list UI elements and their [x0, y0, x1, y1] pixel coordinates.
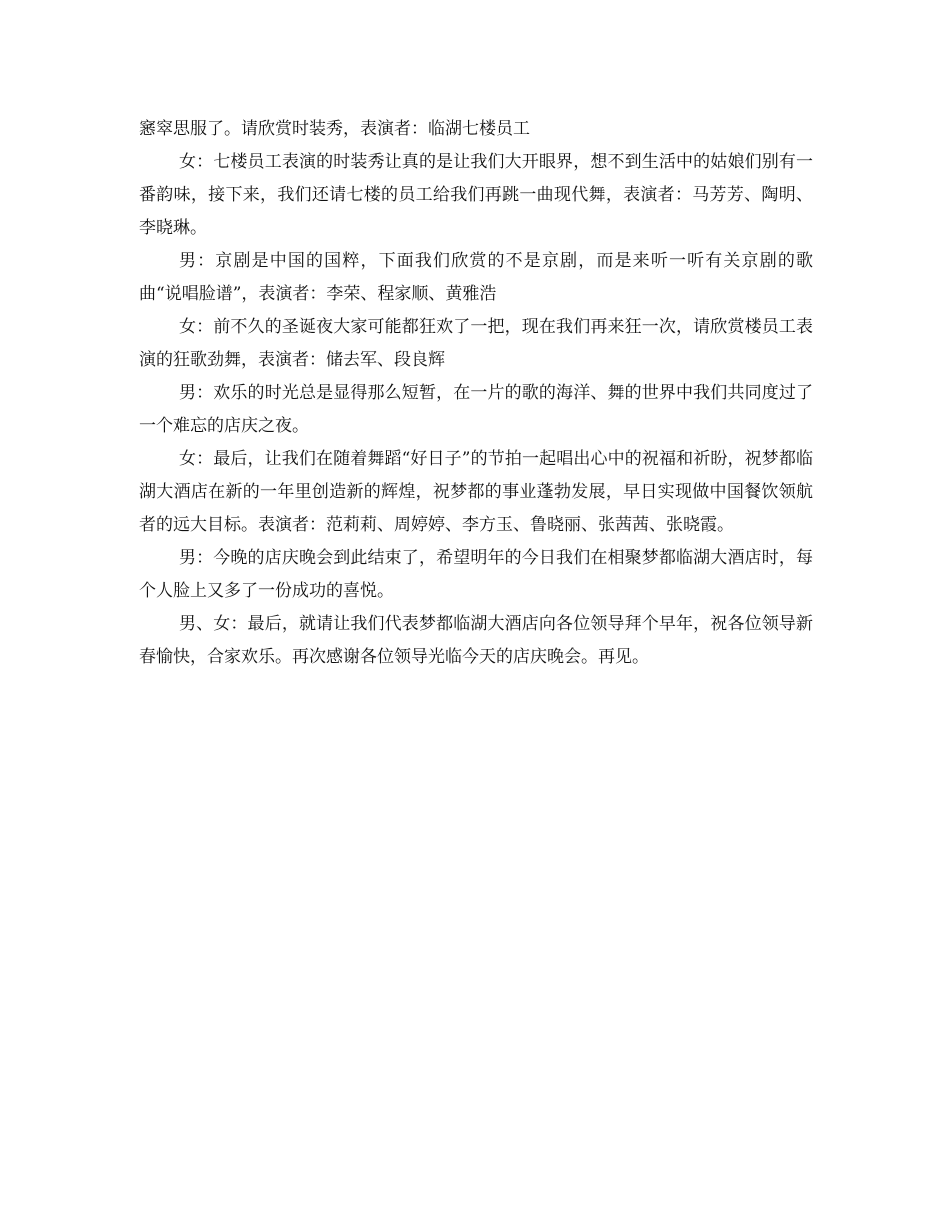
paragraph-continuation: 窸窣思服了。请欣赏时装秀，表演者：临湖七楼员工: [139, 119, 530, 139]
paragraph-female-host-3: 女：最后，让我们在随着舞蹈“好日子”的节拍一起唱出心中的祝福和祈盼，祝梦都临湖大酒店在新的一年里创造新的辉煌，祝梦都的事业蓬勃发展，早日实现做中国餐饮领航者的远大目标。表演者：范莉莉、周婷婷、李方玉、鲁晓丽、张茜茜、张晓霞。: [139, 449, 813, 535]
paragraph-both-hosts-closing: 男、女：最后，就请让我们代表梦都临湖大酒店向各位领导拜个早年，祝各位领导新春愉快，合家欢乐。再次感谢各位领导光临今天的店庆晚会。再见。: [139, 614, 813, 667]
paragraph-male-host-2: 男：欢乐的时光总是显得那么短暂，在一片的歌的海洋、舞的世界中我们共同度过了一个难忘的店庆之夜。: [139, 383, 813, 436]
paragraph-female-host-2: 女：前不久的圣诞夜大家可能都狂欢了一把，现在我们再来狂一次，请欣赏楼员工表演的狂歌劲舞，表演者：储去军、段良辉: [139, 317, 813, 370]
document-body: [139, 113, 813, 674]
paragraph-male-host-3: 男：今晚的店庆晚会到此结束了，希望明年的今日我们在相聚梦都临湖大酒店时，每个人脸上又多了一份成功的喜悦。: [139, 548, 813, 601]
paragraph-male-host-1: 男：京剧是中国的国粹，下面我们欣赏的不是京剧，而是来听一听有关京剧的歌曲“说唱脸谱”，表演者：李荣、程家顺、黄雅浩: [139, 251, 813, 304]
paragraph-female-host-1: 女：七楼员工表演的时装秀让真的是让我们大开眼界，想不到生活中的姑娘们别有一番韵味，接下来，我们还请七楼的员工给我们再跳一曲现代舞，表演者：马芳芳、陶明、李晓琳。: [139, 152, 813, 238]
